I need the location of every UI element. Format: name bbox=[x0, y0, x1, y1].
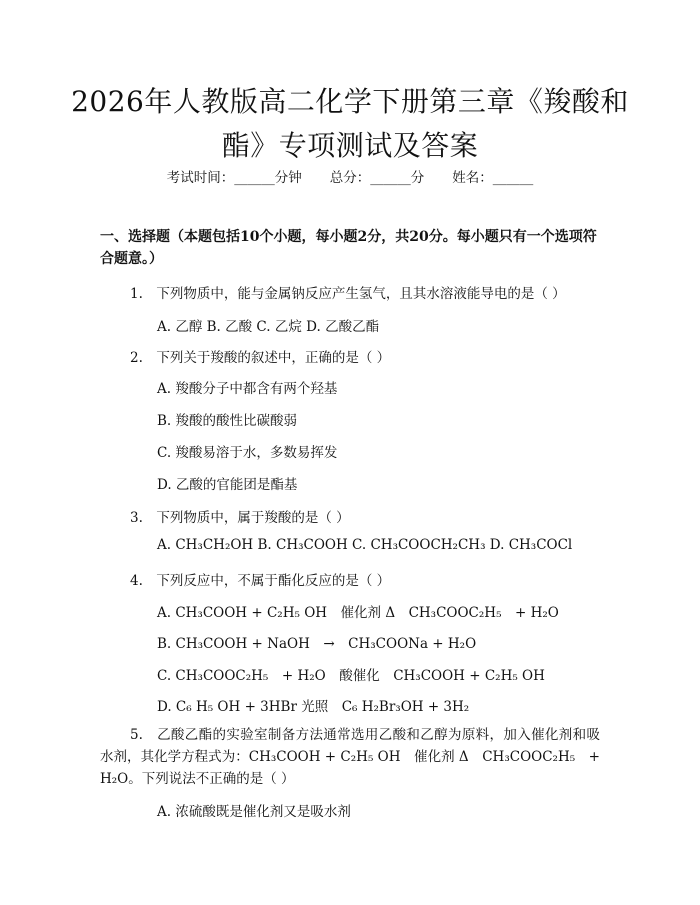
question-5-stem: 5. 乙酸乙酯的实验室制备方法通常选用乙酸和乙醇为原料，加入催化剂和吸水剂，其化学方程式为：CH₃COOH + C₂H₅ OH 催化剂 Δ CH₃COOC₂H₅ + H₂O。下列说法不正确的是（ ） bbox=[100, 727, 600, 787]
exam-meta bbox=[0, 166, 700, 186]
exam-time-field: 考试时间：______分钟 bbox=[166, 170, 302, 186]
question-4-option-d: D. C₆ H₅ OH + 3HBr 光照 C₆ H₂Br₃OH + 3H₂ bbox=[157, 699, 470, 715]
name-field: 姓名：______ bbox=[452, 170, 534, 186]
question-3-options: A. CH₃CH₂OH B. CH₃COOH C. CH₃COOCH₂CH₃ D. CH₃COCl bbox=[157, 537, 573, 553]
question-2-option-b: B. 羧酸的酸性比碳酸弱 bbox=[157, 413, 298, 429]
question-1-options: A. 乙醇 B. 乙酸 C. 乙烷 D. 乙酸乙酯 bbox=[157, 319, 380, 335]
question-2-option-a: A. 羧酸分子中都含有两个羟基 bbox=[157, 381, 338, 397]
question-2-option-c: C. 羧酸易溶于水，多数易挥发 bbox=[157, 445, 338, 461]
question-3-stem: 3. 下列物质中，属于羧酸的是（ ） bbox=[130, 510, 350, 526]
section-heading: 一、选择题（本题包括10个小题，每小题2分，共20分。每小题只有一个选项符合题意。） bbox=[100, 229, 597, 267]
question-4-option-c: C. CH₃COOC₂H₅ + H₂O 酸催化 CH₃COOH + C₂H₅ OH bbox=[157, 668, 545, 684]
question-2-stem: 2. 下列关于羧酸的叙述中，正确的是（ ） bbox=[130, 350, 391, 366]
question-1-stem: 1. 下列物质中，能与金属钠反应产生氢气，且其水溶液能导电的是（ ） bbox=[130, 286, 566, 302]
question-4-stem: 4. 下列反应中，不属于酯化反应的是（ ） bbox=[130, 573, 391, 589]
total-score-field: 总分：______分 bbox=[329, 170, 425, 186]
question-2-option-d: D. 乙酸的官能团是酯基 bbox=[157, 477, 298, 493]
question-5-option-a: A. 浓硫酸既是催化剂又是吸水剂 bbox=[157, 804, 351, 820]
question-4-option-b: B. CH₃COOH + NaOH → CH₃COONa + H₂O bbox=[157, 636, 477, 652]
question-4-option-a: A. CH₃COOH + C₂H₅ OH 催化剂 Δ CH₃COOC₂H₅ + H₂O bbox=[157, 605, 559, 621]
page-title: 2026年人教版高二化学下册第三章《羧酸和酯》专项测试及答案 bbox=[71, 85, 629, 162]
